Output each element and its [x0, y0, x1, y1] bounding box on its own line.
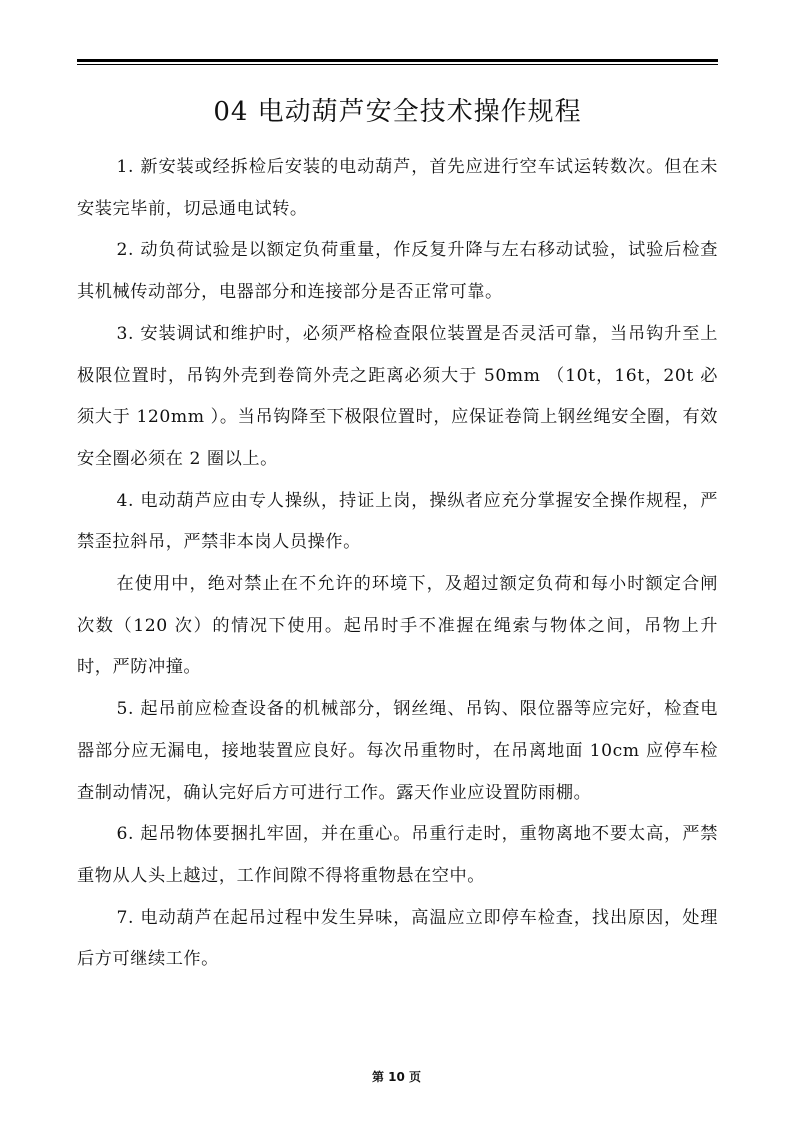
paragraph-1: 1. 新安装或经拆检后安装的电动葫芦，首先应进行空车试运转数次。但在未安装完毕前，切忌通电试转。: [77, 157, 718, 219]
header-rule-thin: [77, 64, 718, 65]
document-title: 04 电动葫芦安全技术操作规程: [213, 97, 582, 127]
paragraph-4: 4. 电动葫芦应由专人操纵，持证上岗，操纵者应充分掌握安全操作规程，严禁歪拉斜吊，严禁非本岗人员操作。: [77, 490, 718, 553]
paragraph-4-continued: 在使用中，绝对禁止在不允许的环境下，及超过额定负荷和每小时额定合闸次数（120 次）的情况下使用。起吊时手不准握在绳索与物体之间，吊物上升时，严防冲撞。: [77, 574, 718, 678]
paragraph-2: 2. 动负荷试验是以额定负荷重量，作反复升降与左右移动试验，试验后检查其机械传动部分，电器部分和连接部分是否正常可靠。: [77, 240, 718, 303]
page-number: 第 10 页: [371, 1070, 422, 1084]
paragraph-7: 7. 电动葫芦在起吊过程中发生异味，高温应立即停车检查，找出原因，处理后方可继续工作。: [77, 907, 718, 970]
paragraph-5: 5. 起吊前应检查设备的机械部分，钢丝绳、吊钩、限位器等应完好，检查电器部分应无漏电，接地装置应良好。每次吊重物时，在吊离地面 10cm 应停车检查制动情况，确认完好后方可进行工作。露天作业应设置防雨棚。: [77, 699, 718, 803]
paragraph-3: 3. 安装调试和维护时，必须严格检查限位装置是否灵活可靠，当吊钩升至上极限位置时，吊钩外壳到卷筒外壳之距离必须大于 50mm （10t，16t，20t 必须大于 120mm ）。当吊钩降至下极限位置时，应保证卷筒上钢丝绳安全圈，有效安全圈必须在 2 圈以上。: [77, 323, 718, 469]
header-rule: [77, 59, 718, 62]
document-body: [77, 147, 718, 981]
paragraph-6: 6. 起吊物体要捆扎牢固，并在重心。吊重行走时，重物离地不要太高，严禁重物从人头上越过，工作间隙不得将重物悬在空中。: [77, 824, 718, 886]
